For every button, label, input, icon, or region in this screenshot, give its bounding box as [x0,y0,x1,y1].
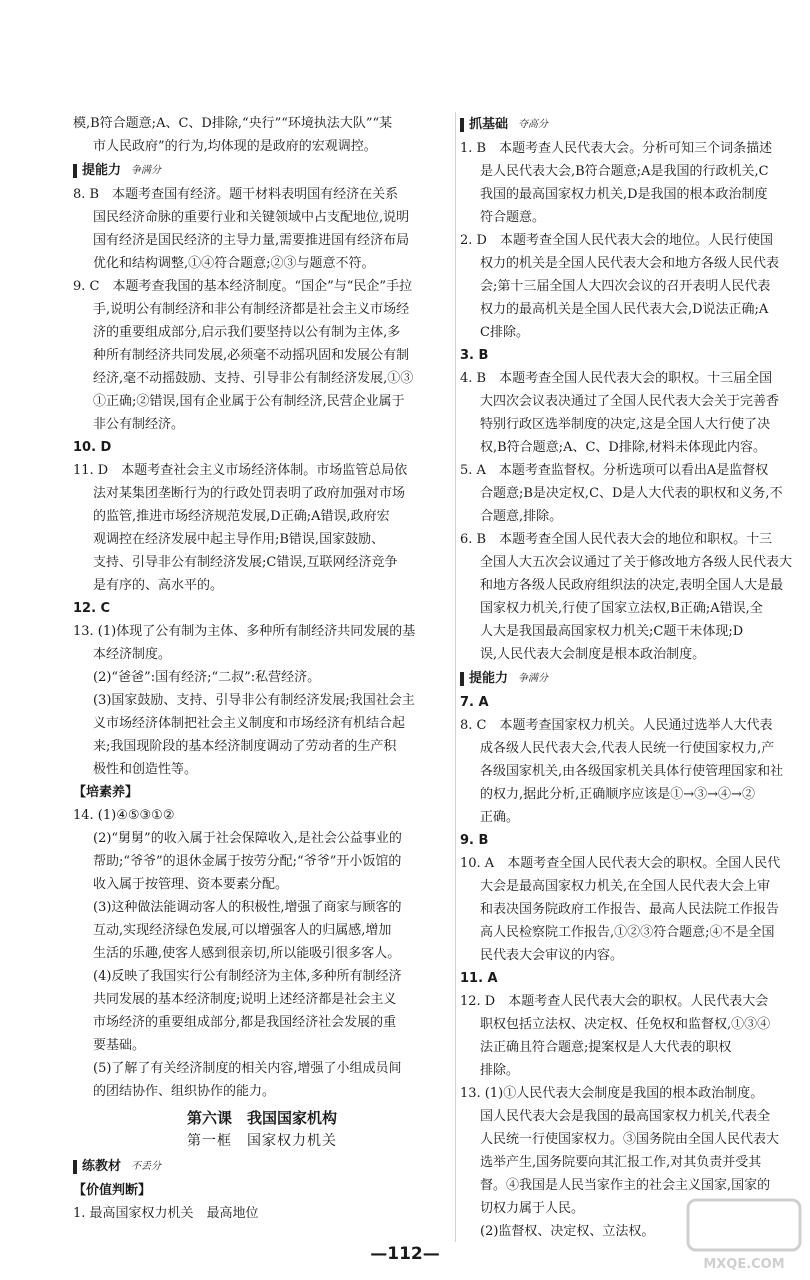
header-bar-icon [73,164,77,178]
text-line: 正确。 [480,810,520,825]
text-line: 优化和结构调整,①④符合题意;②③与题意不符。 [93,256,375,271]
answer-7: 7. A [460,695,489,710]
text-line: 合题意,排除。 [480,509,563,524]
answer-13-right: 13. (1)①人民代表大会制度是我国的根本政治制度。 [460,1086,764,1101]
header-title: 提能力 [469,671,509,686]
text-line: 法对某集团垄断行为的行政处罚表明了政府加强对市场 [93,486,406,501]
text-line: C排除。 [480,325,529,340]
text-line: (2)“爸爸”:国有经济;“二叔”:私营经济。 [93,670,321,685]
answer-3: 3. B [460,348,489,363]
answer-9: 9. C 本题考查我国的基本经济制度。“国企”与“民企”手拉 [73,279,413,294]
text-line: 切权力属于人民。 [480,1201,585,1216]
text-line: 权,B符合题意;A、C、D排除,材料未体现此内容。 [480,440,766,455]
text-line: 收入属于按管理、资本要素分配。 [93,877,289,892]
text-line: 手,说明公有制经济和非公有制经济都是社会主义市场经 [93,302,410,317]
text-line: 本经济制度。 [93,647,172,662]
text-line: (4)反映了我国实行公有制经济为主体,多种所有制经济 [93,969,402,984]
text-line: 的权力,据此分析,正确顺序应该是①→③→④→② [480,787,755,802]
text-line: (5)了解了有关经济制度的相关内容,增强了小组成员间 [93,1061,402,1076]
answer-1: 1. B 本题考查人民代表大会。分析可知三个词条描述 [460,141,773,156]
text-line: 帮助;“爷爷”的退休金属于按劳分配;“爷爷”开小饭馆的 [93,854,402,869]
text-line: 大会是最高国家权力机关,在全国人民代表大会上审 [480,879,771,894]
lesson-title: 第六课 我国国家机构 [186,1109,337,1127]
text-line: 督。④我国是人民当家作主的社会主义国家,国家的 [480,1178,771,1193]
header-title: 提能力 [82,163,122,178]
header-title: 练教材 [82,1159,122,1174]
text-line: ①正确;②错误,国有企业属于公有制经济,民营企业属于 [93,394,405,409]
header-subtitle: 夺高分 [518,119,549,130]
text-line: 国有经济是国民经济的主导力量,需要推进国有经济布局 [93,233,410,248]
text-line: 要基础。 [93,1038,146,1053]
text-line: 法正确且符合题意;提案权是人大代表的职权 [480,1040,732,1055]
answer-10-right: 10. A 本题考查全国人民代表大会的职权。全国人民代 [460,856,781,871]
answer-9-right: 9. B [460,833,489,848]
right-column [460,112,810,1243]
text-line: 特别行政区选举制度的决定,这是全国人大行使了决 [480,417,771,432]
text-line: 义市场经济体制把社会主义制度和市场经济有机结合起 [93,716,406,731]
text-line: 互动,实现经济绿色发展,可以增强客人的归属感,增加 [93,923,392,938]
vj-item-1: 1. 最高国家权力机关 最高地位 [73,1206,259,1221]
text-line: 支持、引导非公有制经济发展;C错误,互联网经济竞争 [93,555,398,570]
header-subtitle: 争满分 [131,165,162,176]
section-header-zhuajichu [460,113,810,136]
watermark-logo-icon [684,1196,804,1276]
header-subtitle: 争满分 [518,673,549,684]
watermark-text: MXQE.COM [703,1257,785,1272]
section-header-lianjiaocai [73,1155,451,1178]
text-line: 模,B符合题意;A、C、D排除,“央行”“环境执法大队”“某 [73,116,393,131]
header-title: 抓基础 [469,117,509,132]
text-line: 高人民检察院工作报告,①②③符合题意;④不是全国 [480,925,775,940]
column-divider [455,112,456,1242]
text-line: 职权包括立法权、决定权、任免权和监督权,①③④ [480,1017,771,1032]
page-number: —112— [370,1244,440,1264]
text-line: 选举产生,国务院要向其汇报工作,对其负责并受其 [480,1155,762,1170]
answer-2: 2. D 本题考查全国人民代表大会的地位。人民行使国 [460,233,773,248]
answer-8: 8. B 本题考查国有经济。题干材料表明国有经济在关系 [73,187,399,202]
answer-14: 14. (1)④⑤③①② [73,808,175,823]
text-line: 权力的最高机关是全国人民代表大会,D说法正确;A [480,302,769,317]
answer-12: 12. C [73,601,111,616]
text-line: 是人民代表大会,B符合题意;A是我国的行政机关,C [480,164,769,179]
text-line: 非公有制经济。 [93,417,185,432]
section-header-tineng [73,159,451,182]
header-subtitle: 不丢分 [131,1161,162,1172]
text-line: 观调控在经济发展中起主导作用;B错误,国家鼓励、 [93,532,385,547]
text-line: 和表决国务院政府工作报告、最高人民法院工作报告 [480,902,780,917]
left-column [73,112,451,1225]
text-line: 人民统一行使国家权力。③国务院由全国人民代表大 [480,1132,780,1147]
text-line: 排除。 [480,1063,520,1078]
value-judgment-heading: 【价值判断】 [73,1183,152,1198]
text-line: 济的重要组成部分,启示我们要坚持以公有制为主体,多 [93,325,401,340]
text-line: 误,人民代表大会制度是根本政治制度。 [480,647,706,662]
section-title: 第一框 国家权力机关 [187,1133,337,1149]
text-line: 成各级人民代表大会,代表人民统一行使国家权力,产 [480,741,775,756]
text-line: (2)监督权、决定权、立法权。 [480,1224,655,1239]
header-bar-icon [460,118,464,132]
text-line: 生活的乐趣,使客人感到很亲切,所以能吸引很多客人。 [93,946,401,961]
text-line: 经济,毫不动摇鼓励、支持、引导非公有制经济发展,①③ [93,371,414,386]
text-line: 的团结协作、组织协作的能力。 [93,1084,276,1099]
text-line: (3)国家鼓励、支持、引导非公有制经济发展;我国社会主 [93,693,415,708]
answer-10: 10. D [73,440,112,455]
section-header-tineng-right [460,667,810,690]
answer-6: 6. B 本题考查全国人民代表大会的地位和职权。十三 [460,532,773,547]
text-line: 种所有制经济共同发展,必须毫不动摇巩固和发展公有制 [93,348,410,363]
text-line: 民代表大会审议的内容。 [480,948,624,963]
cultivate-heading: 【培素养】 [73,785,139,800]
text-line: 会;第十三届全国人大四次会议的召开表明人民代表 [480,279,771,294]
text-line: 极性和创造性等。 [93,762,198,777]
text-line: 市人民政府”的行为,均体现的是政府的宏观调控。 [93,139,377,154]
text-line: 大四次会议表决通过了全国人民代表大会关于完善香 [480,394,780,409]
text-line: 的监管,推进市场经济规范发展,D正确;A错误,政府宏 [93,509,390,524]
answer-11: 11. D 本题考查社会主义市场经济体制。市场监管总局依 [73,463,408,478]
text-line: (2)“舅舅”的收入属于社会保障收入,是社会公益事业的 [93,831,402,846]
header-bar-icon [460,672,464,686]
text-line: 符合题意。 [480,210,546,225]
text-line: 市场经济的重要组成部分,都是我国经济社会发展的重 [93,1015,397,1030]
answer-12-right: 12. D 本题考查人民代表大会的职权。人民代表大会 [460,994,769,1009]
text-line: 和地方各级人民政府组织法的决定,表明全国人大是最 [480,578,784,593]
text-line: 共同发展的基本经济制度;说明上述经济都是社会主义 [93,992,397,1007]
text-line: 国人民代表大会是我国的最高国家权力机关,代表全 [480,1109,771,1124]
answer-5: 5. A 本题考查监督权。分析选项可以看出A是监督权 [460,463,769,478]
text-line: 国民经济命脉的重要行业和关键领域中占支配地位,说明 [93,210,410,225]
answer-4: 4. B 本题考查全国人民代表大会的职权。十三届全国 [460,371,773,386]
header-bar-icon [73,1160,77,1174]
answer-8-right: 8. C 本题考查国家权力机关。人民通过选举人大代表 [460,718,773,733]
text-line: 合题意;B是决定权,C、D是人大代表的职权和义务,不 [480,486,783,501]
text-line: 全国人大五次会议通过了关于修改地方各级人民代表大 [480,555,793,570]
text-line: (3)这种做法能调动客人的积极性,增强了商家与顾客的 [93,900,402,915]
text-line: 各级国家机关,由各级国家机关具体行使管理国家和社 [480,764,784,779]
text-line: 国家权力机关,行使了国家立法权,B正确;A错误,全 [480,601,763,616]
text-line: 是有序的、高水平的。 [93,578,224,593]
text-line: 来;我国现阶段的基本经济制度调动了劳动者的生产积 [93,739,397,754]
text-line: 权力的机关是全国人民代表大会和地方各级人民代表 [480,256,780,271]
answer-11-right: 11. A [460,971,498,986]
answer-13: 13. (1)体现了公有制为主体、多种所有制经济共同发展的基 [73,624,416,639]
text-line: 人大是我国最高国家权力机关;C题干未体现;D [480,624,744,639]
text-line: 我国的最高国家权力机关,D是我国的根本政治制度 [480,187,768,202]
